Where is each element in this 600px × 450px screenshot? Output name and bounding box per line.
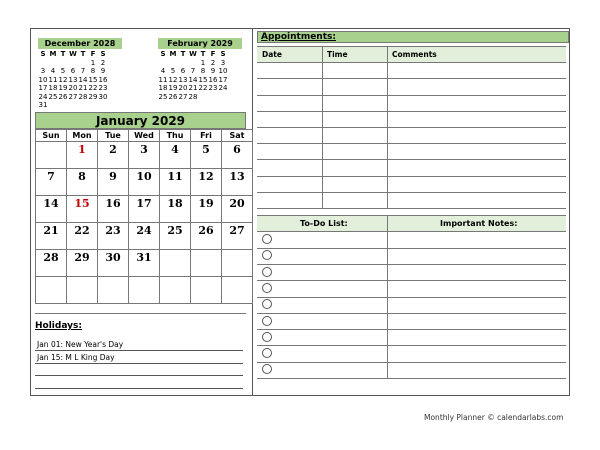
month-grid (35, 129, 253, 304)
mini-day: 13 (178, 75, 188, 84)
day-cell[interactable] (222, 169, 253, 196)
day-cell[interactable] (160, 250, 191, 277)
mini-day: 24 (38, 92, 48, 101)
mini-day: 7 (190, 67, 196, 75)
day-number: 11 (167, 170, 183, 183)
mini-calendar-prev (38, 38, 122, 110)
day-number: 21 (43, 224, 59, 237)
mini-day: 22 (88, 84, 98, 92)
mini-calendar-next (158, 38, 242, 101)
comments-column-line (387, 46, 388, 208)
appointment-row-line (257, 208, 566, 209)
mini-day (168, 59, 178, 68)
mini-day: 13 (68, 75, 78, 84)
day-cell[interactable] (222, 142, 253, 169)
mini-day (178, 59, 188, 68)
appointment-row-line (257, 159, 566, 160)
mini-dow-label: S (220, 50, 226, 58)
day-cell[interactable] (98, 277, 129, 304)
mini-day: 14 (188, 75, 198, 84)
mini-next-title: February 2029 (158, 38, 242, 49)
day-cell[interactable] (98, 250, 129, 277)
mini-week-row (158, 59, 228, 68)
mini-week-row (38, 101, 108, 110)
todo-row-line (257, 329, 566, 330)
mini-prev-grid (38, 50, 108, 110)
mini-day: 16 (98, 75, 108, 84)
notes-title: Important Notes: (440, 219, 518, 228)
day-cell[interactable] (67, 277, 98, 304)
day-number: 17 (136, 197, 152, 210)
mini-dow-label: T (180, 50, 186, 58)
todo-row-line (257, 313, 566, 314)
day-cell[interactable] (98, 169, 129, 196)
appointments-title: Appointments: (257, 31, 569, 43)
mini-day: 18 (48, 84, 58, 92)
mini-week-row (38, 93, 108, 102)
mini-dow-label: M (49, 50, 57, 58)
mini-week-row (38, 76, 108, 85)
mini-day: 30 (98, 92, 108, 101)
mini-week-row (38, 84, 108, 93)
day-cell[interactable] (67, 250, 98, 277)
week-row (36, 169, 253, 196)
day-cell[interactable] (98, 196, 129, 223)
footer-credit: Monthly Planner © calendarlabs.com (424, 413, 564, 422)
mini-day: 12 (168, 75, 178, 84)
day-cell[interactable] (36, 196, 67, 223)
week-row (36, 142, 253, 169)
day-number: 16 (105, 197, 121, 210)
day-cell[interactable] (160, 196, 191, 223)
mini-day: 6 (70, 67, 76, 75)
day-cell[interactable] (129, 169, 160, 196)
day-cell[interactable] (67, 169, 98, 196)
weekday-label: Sun (36, 130, 67, 142)
day-cell[interactable] (129, 196, 160, 223)
day-number: 24 (136, 224, 152, 237)
day-number: 29 (74, 251, 90, 264)
day-cell[interactable] (129, 223, 160, 250)
mini-day: 15 (198, 75, 208, 84)
todo-row-line (257, 297, 566, 298)
mini-day: 2 (210, 58, 216, 67)
appointment-row-line (257, 127, 566, 128)
day-number: 28 (43, 251, 59, 264)
mini-day: 5 (60, 67, 66, 75)
day-number: 20 (229, 197, 245, 210)
mini-day: 15 (88, 75, 98, 84)
day-cell[interactable] (129, 250, 160, 277)
day-number: 10 (136, 170, 152, 183)
mini-day (78, 59, 88, 68)
mini-week-row (38, 59, 108, 68)
mini-day: 28 (78, 92, 88, 101)
day-number: 18 (167, 197, 183, 210)
mini-day: 27 (178, 92, 188, 101)
day-number: 13 (229, 170, 245, 183)
mini-day: 7 (80, 67, 86, 75)
weekday-label: Fri (191, 130, 222, 142)
mini-day (68, 59, 78, 68)
day-cell[interactable] (191, 196, 222, 223)
day-cell[interactable] (129, 277, 160, 304)
mini-day (38, 59, 48, 68)
holiday-item: Jan 15: M L King Day (37, 353, 115, 362)
mini-day: 21 (78, 84, 88, 92)
day-number: 27 (229, 224, 245, 237)
day-cell[interactable] (191, 277, 222, 304)
day-cell[interactable] (191, 250, 222, 277)
weekday-label: Mon (67, 130, 98, 142)
appointment-row-line (257, 46, 566, 47)
week-row (36, 223, 253, 250)
mini-dow-label: S (40, 50, 46, 58)
day-number: 22 (74, 224, 90, 237)
mini-day: 31 (38, 101, 48, 109)
day-cell[interactable] (67, 196, 98, 223)
day-number: 25 (167, 224, 183, 237)
todo-row-line (257, 264, 566, 265)
mini-day: 9 (210, 67, 216, 75)
day-cell[interactable] (36, 142, 67, 169)
holiday-line (35, 363, 243, 364)
mini-day (98, 101, 108, 110)
mini-day: 19 (58, 84, 68, 92)
mini-day (198, 93, 208, 102)
mini-day: 3 (40, 67, 46, 75)
mini-week-row (158, 76, 228, 85)
todo-row-line (257, 231, 566, 232)
mini-day: 26 (168, 92, 178, 101)
appointment-row-line (257, 192, 566, 193)
week-row (36, 196, 253, 223)
week-row (36, 277, 253, 304)
mini-day: 27 (68, 92, 78, 101)
todo-checkbox-icon[interactable] (262, 283, 272, 293)
day-cell[interactable] (222, 277, 253, 304)
week-row (36, 250, 253, 277)
day-cell[interactable] (191, 169, 222, 196)
mini-prev-title: December 2028 (38, 38, 122, 49)
mini-day: 8 (200, 67, 206, 75)
mini-day (158, 59, 168, 68)
time-column-line (322, 46, 323, 208)
mini-day: 20 (178, 84, 188, 92)
mini-week-row (158, 84, 228, 93)
day-number: 7 (47, 170, 55, 183)
mini-day (68, 101, 78, 110)
mini-day (58, 101, 68, 110)
holidays-title: Holidays: (35, 321, 82, 331)
mini-dow-label: S (100, 50, 106, 58)
day-cell[interactable] (160, 277, 191, 304)
mini-day: 3 (220, 58, 226, 67)
col-comments-label: Comments (392, 50, 437, 59)
mini-week-row (158, 67, 228, 76)
day-cell[interactable] (98, 223, 129, 250)
mini-day: 1 (200, 58, 206, 67)
mini-day: 21 (188, 84, 198, 92)
mini-day: 19 (168, 84, 178, 92)
mini-day (88, 101, 98, 110)
day-number: 6 (233, 143, 241, 156)
mini-dow-row (158, 50, 228, 59)
mini-day: 22 (198, 84, 208, 92)
mini-day (48, 59, 58, 68)
day-number: 5 (202, 143, 210, 156)
appointment-row-line (257, 78, 566, 79)
day-number: 30 (105, 251, 121, 264)
day-number: 15 (74, 197, 90, 210)
mini-day: 17 (218, 75, 228, 84)
mini-dow-label: W (69, 50, 77, 58)
day-number: 8 (78, 170, 86, 183)
mini-day (48, 101, 58, 110)
day-number: 14 (43, 197, 59, 210)
mini-day: 4 (50, 67, 56, 75)
appointment-row-line (257, 143, 566, 144)
day-number: 9 (109, 170, 117, 183)
mini-day: 16 (208, 75, 218, 84)
mini-day: 25 (48, 92, 58, 101)
col-date-label: Date (262, 50, 282, 59)
weekday-label: Sat (222, 130, 253, 142)
mini-day: 28 (188, 92, 198, 101)
mini-day: 26 (58, 92, 68, 101)
day-cell[interactable] (222, 223, 253, 250)
todo-title: To-Do List: (300, 219, 348, 228)
mini-dow-row (38, 50, 108, 59)
appointment-row-line (257, 95, 566, 96)
mini-day: 5 (170, 67, 176, 75)
day-cell[interactable] (36, 277, 67, 304)
day-cell[interactable] (67, 142, 98, 169)
mini-day (78, 101, 88, 110)
mini-day: 11 (158, 75, 168, 84)
day-cell[interactable] (98, 142, 129, 169)
month-title: January 2029 (35, 112, 246, 129)
day-number: 31 (136, 251, 152, 264)
todo-checkbox-icon[interactable] (262, 332, 272, 342)
day-cell[interactable] (222, 250, 253, 277)
mini-dow-label: T (80, 50, 86, 58)
mini-week-row (38, 67, 108, 76)
mini-day (218, 93, 228, 102)
day-number: 26 (198, 224, 214, 237)
col-time-label: Time (327, 50, 348, 59)
mini-day: 1 (90, 58, 96, 67)
day-number: 19 (198, 197, 214, 210)
appointment-row-line (257, 111, 566, 112)
day-number: 12 (198, 170, 214, 183)
mini-next-grid (158, 50, 228, 101)
mini-day: 6 (180, 67, 186, 75)
notes-column-line (387, 215, 388, 378)
todo-row-line (257, 215, 566, 216)
mini-dow-label: F (90, 50, 96, 58)
mini-day: 23 (98, 84, 108, 92)
mini-day: 25 (158, 92, 168, 101)
mini-day: 10 (218, 67, 228, 75)
mini-dow-label: S (160, 50, 166, 58)
holiday-line (35, 350, 243, 351)
mini-dow-label: T (60, 50, 66, 58)
appointment-row-line (257, 176, 566, 177)
mini-day: 23 (208, 84, 218, 92)
mini-dow-label: T (200, 50, 206, 58)
day-cell[interactable] (191, 223, 222, 250)
mini-day (208, 93, 218, 102)
holiday-line (35, 375, 243, 376)
mini-week-row (158, 93, 228, 102)
day-number: 4 (171, 143, 179, 156)
mini-day: 8 (90, 67, 96, 75)
day-cell[interactable] (129, 142, 160, 169)
mini-dow-label: F (210, 50, 216, 58)
day-number: 1 (78, 143, 86, 156)
weekday-label: Tue (98, 130, 129, 142)
todo-row-line (257, 345, 566, 346)
day-cell[interactable] (191, 142, 222, 169)
mini-day: 14 (78, 75, 88, 84)
mini-day: 18 (158, 84, 168, 92)
weekday-header-row (36, 130, 253, 142)
todo-row-line (257, 362, 566, 363)
weekday-label: Thu (160, 130, 191, 142)
holiday-item: Jan 01: New Year's Day (37, 340, 124, 349)
holiday-line (35, 388, 243, 389)
mini-day: 12 (58, 75, 68, 84)
day-cell[interactable] (36, 169, 67, 196)
mini-day: 17 (38, 84, 48, 92)
day-cell[interactable] (160, 169, 191, 196)
todo-row-line (257, 248, 566, 249)
mini-day (188, 59, 198, 68)
mini-day: 2 (100, 58, 106, 67)
day-cell[interactable] (36, 250, 67, 277)
mini-day: 11 (48, 75, 58, 84)
todo-row-line (257, 378, 566, 379)
weekday-label: Wed (129, 130, 160, 142)
mini-day: 24 (218, 84, 228, 92)
appointment-row-line (257, 62, 566, 63)
mini-dow-label: M (169, 50, 177, 58)
day-cell[interactable] (160, 223, 191, 250)
day-number: 23 (105, 224, 121, 237)
mini-day: 4 (160, 67, 166, 75)
todo-row-line (257, 280, 566, 281)
mini-day: 29 (88, 92, 98, 101)
day-cell[interactable] (67, 223, 98, 250)
day-number: 3 (140, 143, 148, 156)
mini-day: 9 (100, 67, 106, 75)
todo-checkbox-icon[interactable] (262, 316, 272, 326)
day-cell[interactable] (36, 223, 67, 250)
mini-day: 10 (38, 75, 48, 84)
day-number: 2 (109, 143, 117, 156)
mini-day: 20 (68, 84, 78, 92)
todo-checkbox-icon[interactable] (262, 267, 272, 277)
day-cell[interactable] (222, 196, 253, 223)
mini-day (58, 59, 68, 68)
todo-checkbox-icon[interactable] (262, 234, 272, 244)
day-cell[interactable] (160, 142, 191, 169)
mini-dow-label: W (189, 50, 197, 58)
